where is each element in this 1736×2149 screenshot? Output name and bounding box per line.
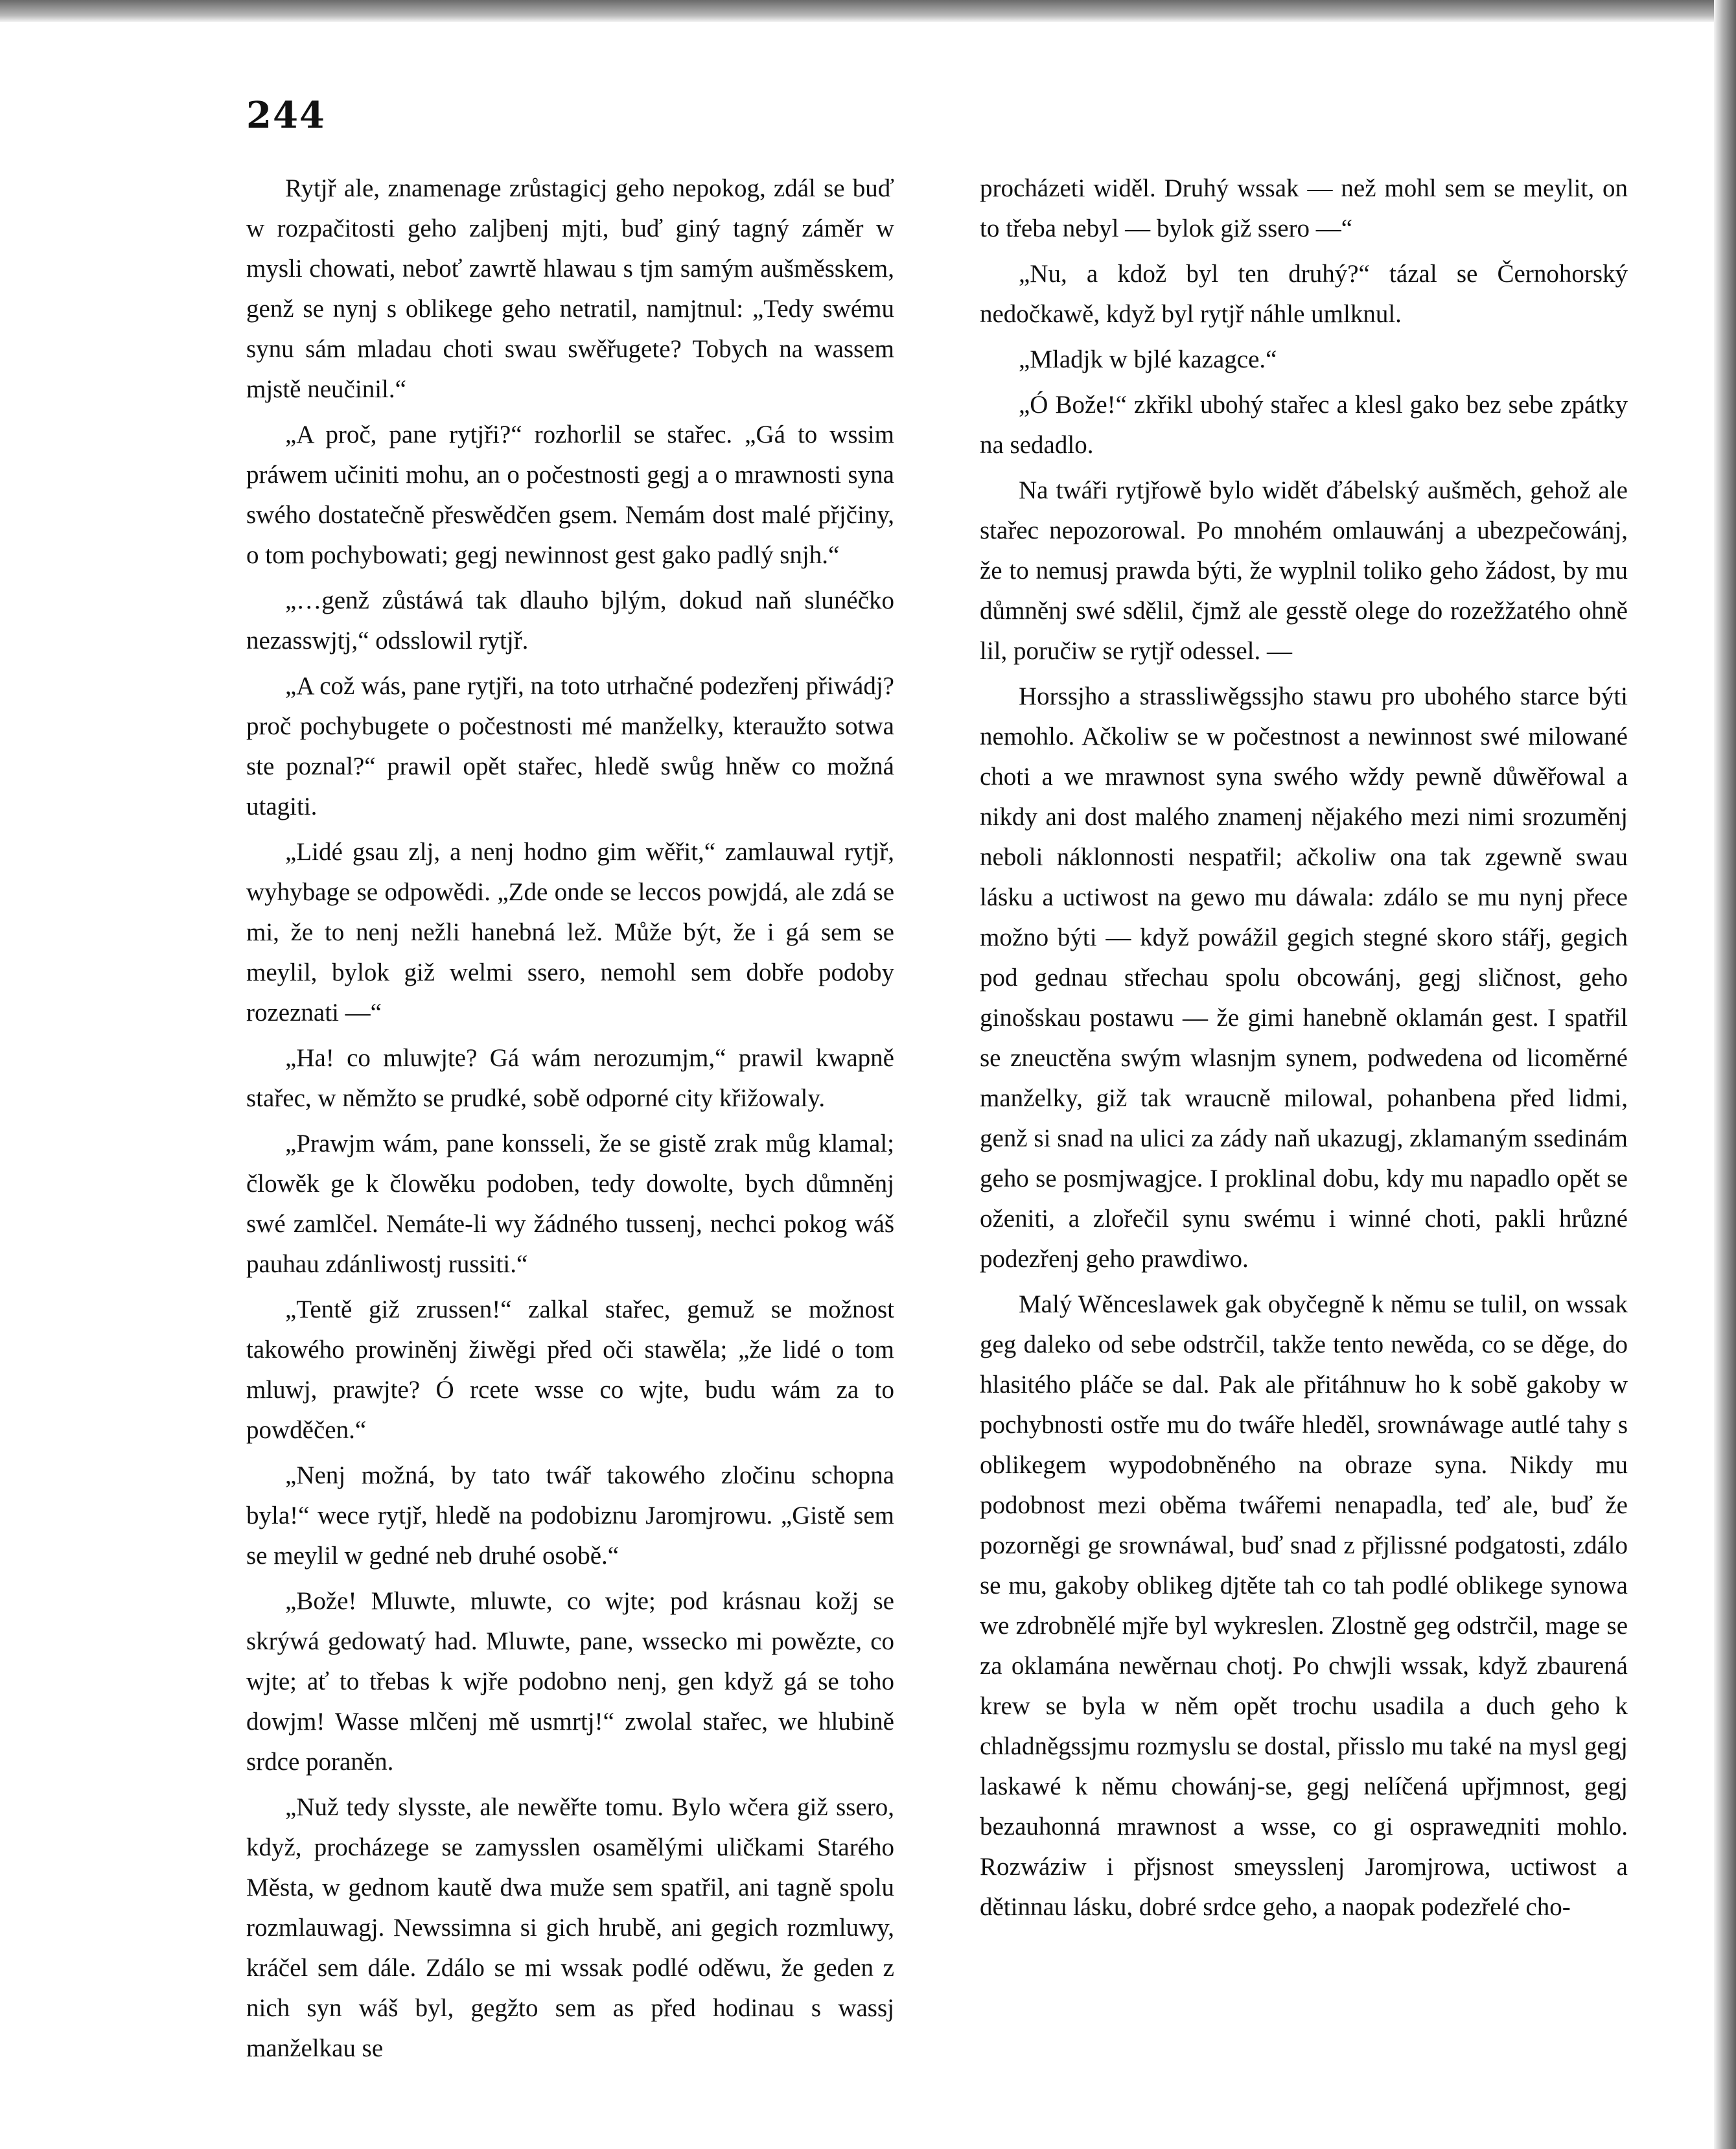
paragraph: „Lidé gsau zlj, a nenj hodno gim wěřit,“ zamlauwal rytjř, wyhybage se odpowědi. „Zde onde se leccos powjdá, ale zdá se mi, že to nenj nežli hanebná lež. Může být, že i gá sem se meylil, bylok giž welmi ssero, nemohl sem dobře podoby rozeznati —“ (246, 838, 894, 1027)
paragraph: „Nuž tedy slysste, ale newěřte tomu. Bylo wčera giž ssero, když, procházege se zamysslen osamělými uličkami Starého Města, w gednom kautě dwa muže sem spatřil, ani tagně spolu rozmlauwagj. Newssimna si gich hrubě, ani gegich rozmluwy, kráčel sem dále. Zdálo se mi wssak podlé oděwu, že geden z nich syn wáš byl, gegžto sem as před hodinau s wassj manželkau se (246, 1793, 894, 2062)
paragraph-continued: procházeti widěl. Druhý wssak — než mohl sem se meylit, on to třeba nebyl — bylok giž ssero —“ (980, 174, 1628, 242)
book-page (246, 94, 1639, 2062)
paragraph: „Nenj možná, by tato twář takowého zločinu schopna byla!“ wece rytjř, hledě na podobiznu Jaromjrowu. „Gistě sem se meylil w gedné neb druhé osobě.“ (246, 1461, 894, 1570)
paragraph: „Tentě giž zrussen!“ zalkal stařec, gemuž se možnost takowého prowiněnj žiwěgi před oči stawěla; „že lidé o tom mluwj, prawjte? Ó rcete wsse co wjte, budu wám za to powděčen.“ (246, 1295, 894, 1444)
paragraph: Malý Wěnceslawek gak obyčegně k němu se tulil, on wssak geg daleko od sebe odstrčil, takže tento newěda, co se děge, do hlasitého pláče se dal. Pak ale přitáhnuw ho k sobě gakoby w pochybnosti ostře mu do twáře hleděl, srownáwage autlé tahy s oblikegem wypodobněného na obraze syna. Nikdy mu podobnost mezi oběma twářemi nenapadla, teď ale, buď že pozorněgi ge srownáwal, buď snad z přjlissné podgatosti, zdálo se mu, gakoby oblikeg djtěte tah co tah podlé oblikege synowa we zdrobnělé mjře byl wykreslen. Zlostně geg odstrčil, mage se za oklamána newěrnau chotj. Po chwjli wssak, když zbaurená krew se byla w něm opět trochu usadila a duch geho k chladněgssjmu rozmyslu se dostal, přisslo mu také na mysl gegj laskawé k němu chowánj-se, gegj nelíčená upřjmnost, gegj bezauhonná mrawnost a wsse, co gi ospraweдniti mohlo. Rozwáziw i přjsnost smeysslenj Jaromjrowa, uctiwost a dětinnau lásku, dobré srdce geho, a naopak podezřelé cho- (980, 1290, 1628, 1921)
paragraph: „…genž zůstáwá tak dlauho bjlým, dokud naň slunéčko nezasswjtj,“ odsslowil rytjř. (246, 587, 894, 655)
paragraph: „Ó Bože!“ zkřikl ubohý stařec a klesl gako bez sebe zpátky na sedadlo. (980, 391, 1628, 459)
paragraph: „Bože! Mluwte, mluwte, co wjte; pod krásnau kožj se skrýwá gedowatý had. Mluwte, pane, wssecko mi powězte, co wjte; ať to třebas k wjře podobno nenj, gen když gá se toho dowjm! Wasse mlčenj mě usmrtj!“ zwolal stařec, we hlubině srdce poraněn. (246, 1587, 894, 1776)
right-column (980, 168, 1628, 1933)
paragraph: „Nu, a kdož byl ten druhý?“ tázal se Černohorský nedočkawě, když byl rytjř náhle umlknul. (980, 260, 1628, 328)
paragraph: „A což wás, pane rytjři, na toto utrhačné podezřenj přiwádj? proč pochybugete o počestnosti mé manželky, kteraužto sotwa ste poznal?“ prawil opět stařec, hledě swůg hněw co možná utagiti. (246, 672, 894, 820)
paragraph: Rytjř ale, znamenage zrůstagicj geho nepokog, zdál se buď w rozpačitosti geho zaljbenj mjti, buď giný tagný záměr w mysli chowati, neboť zawrtě hlawau s tjm samým aušměsskem, genž se nynj s oblikege geho netratil, namjtnul: „Tedy swému synu sám mladau choti swau swěřugete? Tobych na wassem mjstě neučinil.“ (246, 174, 894, 403)
paragraph: „A proč, pane rytjři?“ rozhorlil se stařec. „Gá to wssim práwem učiniti mohu, an o počestnosti gegj a o mrawnosti syna swého dostatečně přeswědčen gsem. Nemám dost malé přjčiny, o tom pochybowati; gegj newinnost gest gako padlý snjh.“ (246, 421, 894, 569)
paragraph: „Ha! co mluwjte? Gá wám nerozumjm,“ prawil kwapně stařec, w němžto se prudké, sobě odporné city křižowaly. (246, 1044, 894, 1112)
left-column (246, 168, 894, 2074)
page-number: 244 (246, 94, 326, 137)
paragraph: „Prawjm wám, pane konsseli, že se gistě zrak můg klamal; člowěk ge k člowěku podoben, tedy dowolte, bych důmněnj swé zamlčel. Nemáte-li wy žádného tussenj, nechci pokog wáš pauhau zdánliwostj russiti.“ (246, 1130, 894, 1278)
paragraph: „Mladjk w bjlé kazagce.“ (1019, 345, 1277, 373)
paragraph: Horssjho a strassliwěgssjho stawu pro ubohého starce býti nemohlo. Ačkoliw se w počestnost a newinnost swé milowané choti a we mrawnost syna swého wždy pewně důwěřowal a nikdy ani dost malého znamenj nějakého mezi nimi srozuměnj neboli náklonnosti nespatřil; ačkoliw ona tak zgewně swau lásku a uctiwost na gewo mu dáwala: zdálo se mu nynj přece možno býti — když powážil gegich stegné skoro stářj, gegich pod gednau střechau spolu obcowánj, gegj sličnost, geho ginošskau postawu — že gimi hanebně oklamán gest. I spatřil se zneuctěna swým wlasnjm synem, podwedena od licoměrné manželky, giž tak wraucně milowal, pohanbena před lidmi, genž si snad na ulici za zády naň ukazugj, zklamaným ssedinám geho se posmjwagjce. I proklinal dobu, kdy mu napadlo opět se oženiti, a zlořečil synu swému i winné choti, pakli hrůzné podezřenj geho prawdiwo. (980, 682, 1628, 1273)
scan-border-right (1714, 0, 1736, 2149)
paragraph: Na twáři rytjřowě bylo widět ďábelský aušměch, gehož ale stařec nepozorowal. Po mnohém omlauwánj a ubezpečowánj, že to nemusj prawda býti, že wyplnil toliko geho žádost, by mu důmněnj swé sdělil, čjmž ale gesstě olege do rozežžatého ohně lil, poručiw se rytjř odessel. — (980, 476, 1628, 665)
scan-border-top (0, 0, 1736, 22)
